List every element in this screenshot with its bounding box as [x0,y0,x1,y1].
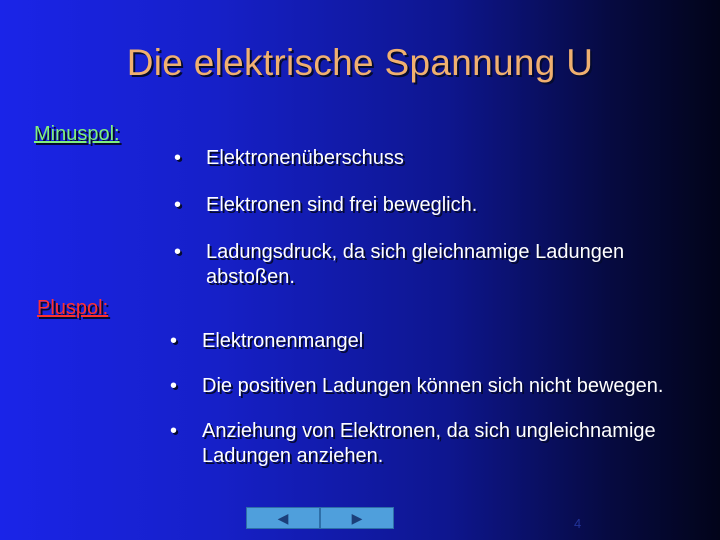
list-item: • Die positiven Ladungen können sich nicht bewegen. [170,374,690,399]
list-item: • Ladungsdruck, da sich gleichnamige Ladungen abstoßen. [174,240,674,290]
minus-pole-label: Minuspol: [34,123,120,145]
arrow-left-icon: ◀ [277,509,289,526]
page-number: 4 [574,516,582,531]
slide-title: Die elektrische Spannung U [126,42,594,83]
list-item: • Elektronenmangel [170,329,690,354]
minus-pole-list [174,146,674,290]
list-item: • Elektronenüberschuss [174,146,674,171]
plus-pole-list [170,329,690,469]
next-slide-button[interactable] [320,507,394,529]
list-item: • Anziehung von Elektronen, da sich ungleichnamige Ladungen anziehen. [170,419,690,469]
arrow-right-icon: ▶ [351,509,363,526]
plus-pole-label: Pluspol: [37,297,109,319]
list-item: • Elektronen sind frei beweglich. [174,193,674,218]
previous-slide-button[interactable] [246,507,320,529]
